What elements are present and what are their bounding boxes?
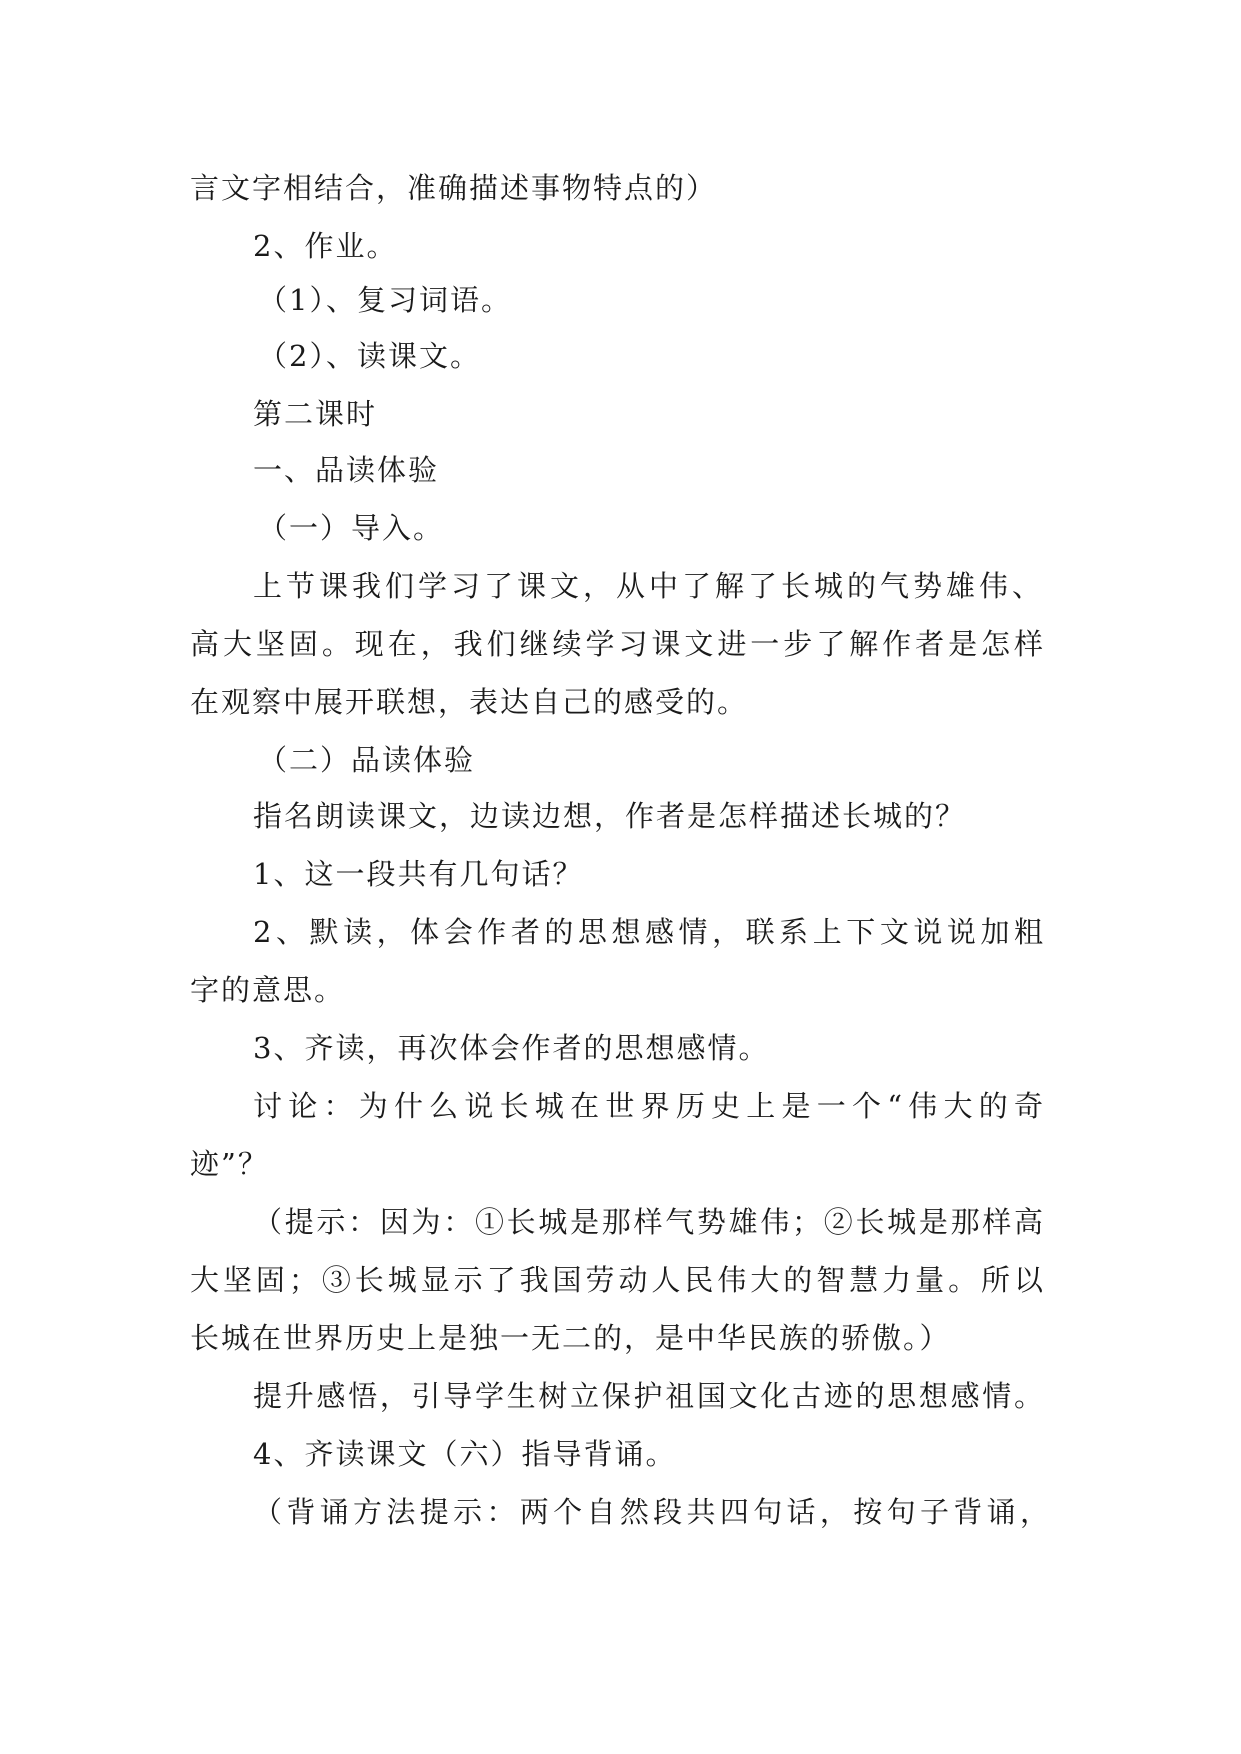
- text-line: 在观察中展开联想，表达自己的感受的。: [190, 685, 749, 719]
- section-heading: 一、品读体验: [253, 453, 440, 487]
- text-line: 字的意思。: [190, 973, 346, 1007]
- text-line: 上节课我们学习了课文，从中了解了长城的气势雄伟、: [253, 569, 1043, 603]
- text-line: 3、齐读，再次体会作者的思想感情。: [253, 1031, 770, 1065]
- text-line: 言文字相结合，准确描述事物特点的）: [190, 171, 718, 205]
- text-line: （提示：因为：①长城是那样气势雄伟；②长城是那样高: [253, 1205, 1045, 1239]
- text-line: 4、齐读课文（六）指导背诵。: [253, 1437, 677, 1471]
- text-line: 讨论：为什么说长城在世界历史上是一个“伟大的奇: [253, 1089, 1045, 1123]
- text-line: 高大坚固。现在，我们继续学习课文进一步了解作者是怎样: [190, 627, 1045, 661]
- text-line: 2、默读，体会作者的思想感情，联系上下文说说加粗: [253, 915, 1045, 949]
- text-line: 2、作业。: [253, 229, 398, 263]
- text-line: 大坚固；③长城显示了我国劳动人民伟大的智慧力量。所以: [190, 1263, 1045, 1297]
- text-line: （背诵方法提示：两个自然段共四句话，按句子背诵，: [253, 1495, 1051, 1529]
- text-line: 指名朗读课文，边读边想，作者是怎样描述长城的？: [253, 799, 967, 833]
- text-line: 1、这一段共有几句话？: [253, 857, 584, 891]
- text-line: （2）、读课文。: [258, 339, 481, 373]
- text-line: （一）导入。: [258, 511, 445, 545]
- text-line: （1）、复习词语。: [258, 283, 512, 317]
- section-heading: 第二课时: [253, 397, 378, 431]
- text-line: 迹”？: [190, 1147, 269, 1181]
- text-line: （二）品读体验: [258, 743, 476, 777]
- text-line: 提升感悟，引导学生树立保护祖国文化古迹的思想感情。: [253, 1379, 1045, 1413]
- text-line: 长城在世界历史上是独一无二的，是中华民族的骄傲。）: [190, 1321, 951, 1355]
